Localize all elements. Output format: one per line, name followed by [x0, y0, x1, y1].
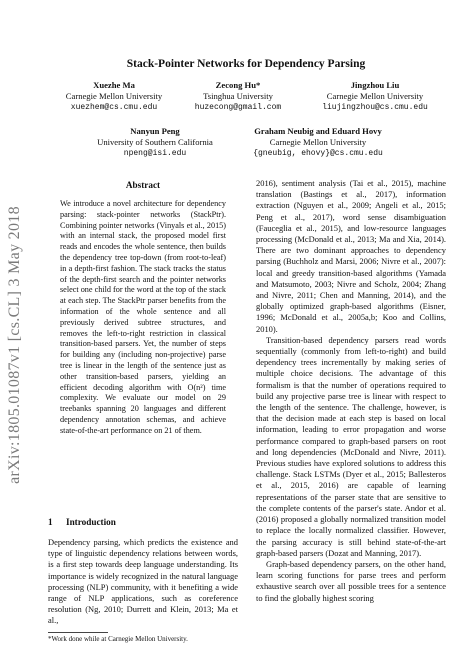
- author-name: Xuezhe Ma: [93, 80, 135, 90]
- author-block: [300, 80, 450, 113]
- author-email: liujingzhou@cs.cmu.edu: [322, 103, 428, 112]
- author-name: Graham Neubig and Eduard Hovy: [254, 126, 382, 136]
- author-affiliation: Carnegie Mellon University: [65, 91, 163, 101]
- footnote-divider: [48, 632, 108, 633]
- intro-paragraph: Dependency parsing, which predicts the existence and type of linguistic dependency relations between words, is a first step towards deep language understanding. Its importance is widely recognized in the natural language processing (NLP) community, with it benefiting a wide range of NLP applications, such as coreference resolution (Ng, 2010; Durrett and Klein, 2013; Ma et al.,: [48, 537, 238, 626]
- footnote: *Work done while at Carnegie Mellon University.: [48, 635, 188, 643]
- section-number: 1: [48, 517, 53, 527]
- right-column: [256, 178, 446, 604]
- author-block: [238, 126, 398, 159]
- author-affiliation: University of Southern California: [97, 137, 213, 147]
- author-name: Nanyun Peng: [130, 126, 180, 136]
- paper-title: Stack-Pointer Networks for Dependency Parsing: [126, 58, 366, 70]
- abstract-heading: Abstract: [125, 180, 161, 190]
- author-email: xuezhem@cs.cmu.edu: [70, 103, 158, 112]
- author-name: Zecong Hu*: [215, 80, 261, 90]
- body-paragraph: Transition-based dependency parsers read words sequentially (commonly from left-to-right) and build dependency trees incrementally by making series of multiple choice decisions. The advantage of this formalism is that the number of operations required to build any projective parse tree is linear with respect to the length of the sentence. The challenge, however, is that the decision made at each step is based on local information, leading to error propagation and worse performance compared to graph-based parsers on root and long dependencies (McDonald and Nivre, 2011). Previous studies have explored solutions to address this challenge. Stack LSTMs (Dyer et al., 2015; Ballesteros et al., 2015, 2016) are capable of learning representations of the parser state that are sensitive to the complete contents of the parser's state. Andor et al. (2016) proposed a globally normalized transition model to replace the locally normalized classifier. However, the parsing accuracy is still behind state-of-the-art graph-based parsers (Dozat and Manning, 2017).: [256, 334, 446, 558]
- author-email: huzecong@gmail.com: [194, 103, 282, 112]
- author-affiliation: Carnegie Mellon University: [326, 91, 424, 101]
- body-paragraph: 2016), sentiment analysis (Tai et al., 2015), machine translation (Bastings et al., 2017), information extraction (Nguyen et al., 2009; Angeli et al., 2015; Peng et al., 2017), word sense disambiguation (Fauceglia et al., 2015), and low-resource languages processing (McDonald et al., 2013; Ma and Xia, 2014). There are two dominant approaches to dependency parsing (Buchholz and Marsi, 2006; Nivre et al., 2007): local and greedy transition-based algorithms (Yamada and Matsumoto, 2003; Nivre and Scholz, 2004; Zhang and Nivre, 2011; Chen and Manning, 2014), and the globally optimized graph-based algorithms (Eisner, 1996; McDonald et al., 2005a,b; Koo and Collins, 2010).: [256, 178, 446, 334]
- author-block: [178, 80, 298, 113]
- author-email: {gneubig, ehovy}@cs.cmu.edu: [253, 149, 383, 158]
- author-affiliation: Tsinghua University: [203, 91, 273, 101]
- section-heading-introduction: [48, 517, 116, 527]
- arxiv-sidebar: [2, 165, 28, 525]
- arxiv-id: arXiv:1805.01087v1 [cs.CL] 3 May 2018: [6, 206, 24, 484]
- author-affiliation: Carnegie Mellon University: [269, 137, 367, 147]
- author-name: Jingzhou Liu: [350, 80, 400, 90]
- section-title: Introduction: [66, 517, 116, 527]
- author-block: [80, 126, 230, 159]
- author-block: [48, 80, 180, 113]
- body-paragraph: Graph-based dependency parsers, on the other hand, learn scoring functions for parse trees and perform exhaustive search over all possible trees for a sentence to find the globally highest scoring: [256, 558, 446, 603]
- author-email: npeng@isi.edu: [123, 149, 187, 158]
- abstract-text: We introduce a novel architecture for dependency parsing: stack-pointer networks (StackPtr). Combining pointer networks (Vinyals et al., 2015) with an internal stack, the proposed model first reads and encodes the whole sentence, then builds the dependency tree top-down (from root-to-leaf) in a depth-first fashion. The stack tracks the status of the depth-first search and the pointer networks select one child for the word at the top of the stack at each step. The StackPtr parser benefits from the information of the whole sentence and all previously derived subtree structures, and removes the left-to-right restriction in classical transition-based parsers. Yet, the number of steps for building any (including non-projective) parse tree is linear in the length of the sentence just as other transition-based parsers, yielding an efficient decoding algorithm with O(n²) time complexity. We evaluate our model on 29 treebanks spanning 20 languages and different dependency annotation schemas, and achieve state-of-the-art performance on 21 of them.: [60, 199, 226, 435]
